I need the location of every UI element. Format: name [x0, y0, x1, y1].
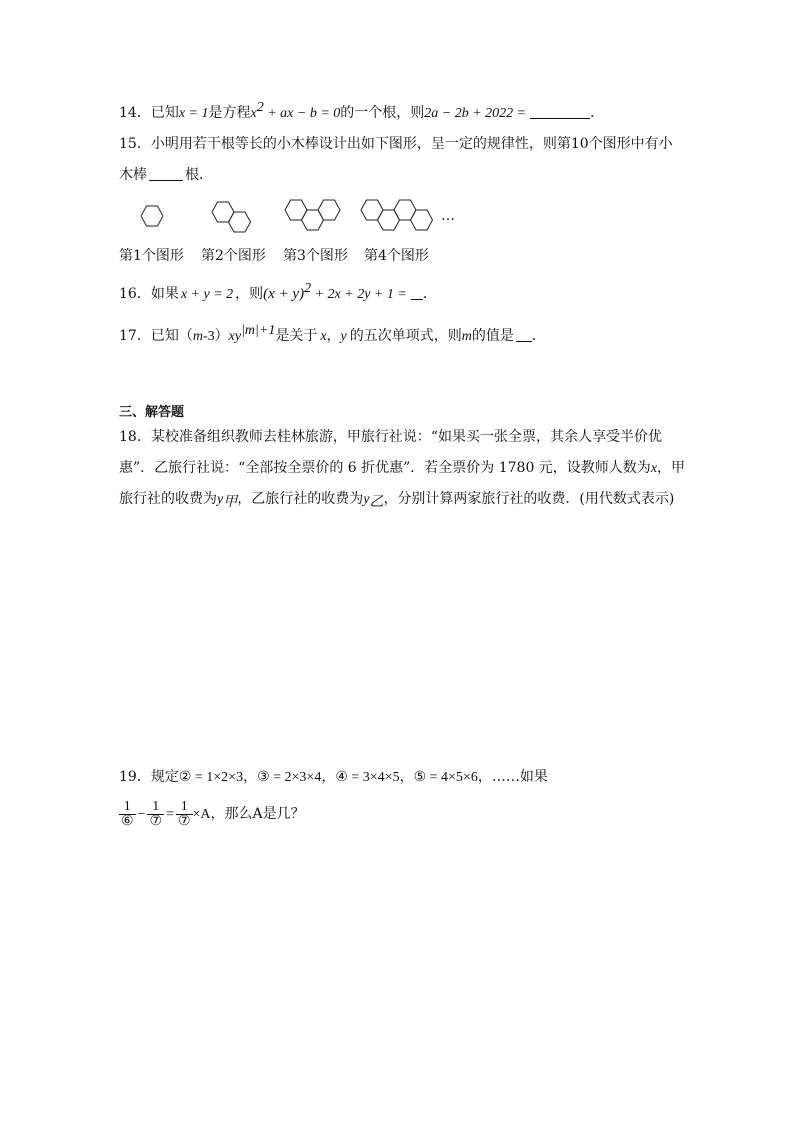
denominator: ⑦: [177, 813, 191, 829]
question-15-line-1: [119, 135, 673, 153]
text: ，甲: [657, 460, 686, 476]
denominator: ⑥: [121, 813, 134, 829]
caption-figure-4: 第4个图形: [364, 248, 429, 264]
section-heading: 三、解答题: [119, 405, 185, 420]
math-condition: x + y = 2: [180, 287, 234, 302]
text: 已知: [150, 105, 179, 121]
math-condition: x = 1: [178, 106, 209, 121]
text: 是关于: [275, 328, 318, 344]
text: ，: [399, 769, 414, 785]
text: 小明用若干根等长的小木棒设计出如下图形，呈一定的规律性，则第10个图形中有小: [150, 136, 673, 152]
numerator: 1: [147, 800, 164, 815]
text: ．: [422, 286, 437, 302]
text: -3）: [202, 329, 229, 344]
math-var-y: y: [340, 329, 347, 344]
eq-base: x: [250, 106, 257, 121]
question-18-line-1: 18．某校准备组织教师去桂林旅游，甲旅行社说：“如果买一张全票，其余人享受半价优: [119, 429, 662, 445]
caption-figure-3: 第3个图形: [283, 248, 348, 264]
question-18-line-2: [119, 459, 685, 478]
question-number: 16．: [119, 286, 151, 302]
hexagon-fig3-c: [318, 200, 340, 220]
math-var-m: m: [461, 329, 472, 344]
eq-rest: + ax − b = 0: [263, 106, 341, 121]
math-var-xy: xy: [228, 329, 242, 344]
text: 19．规定: [119, 769, 179, 785]
math-var-x: x: [320, 329, 327, 344]
hexagon-fig4-d: [411, 210, 433, 230]
expr-rest: + 2x + 2y + 1 =: [311, 287, 407, 302]
math-definition: ② = 1×2×3: [178, 770, 244, 785]
answer-blank[interactable]: [149, 168, 183, 181]
expr-base: (x + y): [263, 286, 305, 302]
numerator: 1: [176, 800, 193, 815]
hexagon-pattern-figures: [136, 198, 466, 234]
question-18-line-3: [119, 490, 674, 509]
eq-exponent: 2: [256, 100, 264, 115]
math-var-x: x: [650, 461, 658, 476]
question-14: [119, 100, 605, 123]
question-number: 15．: [119, 136, 151, 152]
fraction-3: [176, 800, 193, 829]
question-15-line-2: [119, 166, 213, 184]
math-equation: [250, 100, 341, 121]
text: 惠”．乙旅行社说：“全部按全票价的 6 折优惠”．若全票价为 1780 元，设教师人数为: [119, 460, 651, 476]
text: 已知（: [150, 328, 193, 344]
math-var-y: y: [217, 492, 224, 507]
fraction-1: [119, 800, 136, 829]
math-expression: [263, 281, 407, 302]
text: 旅行社的收费为: [119, 491, 217, 507]
equals-sign: =: [166, 807, 174, 822]
math-var-y: y: [363, 492, 370, 507]
math-definition: ④ = 3×4×5: [335, 770, 400, 785]
text: ，: [326, 328, 341, 344]
text: ，则: [235, 286, 264, 302]
hexagon-fig2-b: [229, 212, 251, 232]
numerator: 1: [119, 800, 136, 815]
minus-sign: −: [137, 807, 146, 822]
ellipsis: …: [441, 208, 455, 224]
math-expression: 2a − 2b + 2022 =: [424, 106, 527, 121]
answer-blank[interactable]: [411, 287, 423, 300]
text: ，那么A是几？: [210, 806, 305, 822]
text: ，: [243, 769, 258, 785]
math-definition: ⑤ = 4×5×6: [413, 770, 478, 785]
text: 木棒: [119, 167, 147, 183]
caption-figure-1: 第1个图形: [119, 248, 184, 264]
question-number: 17．: [119, 328, 151, 344]
question-19-line-1: [119, 768, 548, 787]
math-subscript: 乙: [369, 495, 384, 510]
answer-blank[interactable]: [516, 329, 532, 342]
denominator: ⑦: [149, 813, 163, 829]
times-a: ×A: [192, 807, 211, 822]
text: 的五次单项式，则: [349, 328, 462, 344]
math-subscript: 甲: [223, 495, 238, 510]
text: 如果: [150, 286, 179, 302]
text: 的一个根，则: [340, 105, 425, 121]
hexagon-fig1: [141, 206, 163, 226]
math-exponent: |m|+1: [241, 323, 276, 338]
text: ，……如果: [477, 769, 548, 785]
text: ．: [531, 328, 546, 344]
caption-figure-2: 第2个图形: [201, 248, 266, 264]
question-16: [119, 281, 437, 304]
text: 是方程: [208, 105, 251, 121]
question-number: 14．: [119, 105, 151, 121]
math-definition: ③ = 2×3×4: [257, 770, 322, 785]
text: ，分别计算两家旅行社的收费．(用代数式表示): [383, 491, 675, 507]
question-19-line-2: [119, 797, 305, 833]
text: ，乙旅行社的收费为: [237, 491, 364, 507]
answer-blank[interactable]: [530, 106, 590, 119]
question-17: [119, 323, 546, 346]
fraction-2: [147, 800, 164, 829]
text: ．: [590, 105, 605, 121]
text: 根．: [185, 167, 213, 183]
text: 的值是: [471, 328, 514, 344]
expr-exponent: 2: [304, 281, 312, 296]
text: ，: [321, 769, 336, 785]
math-var-m: m: [192, 329, 203, 344]
